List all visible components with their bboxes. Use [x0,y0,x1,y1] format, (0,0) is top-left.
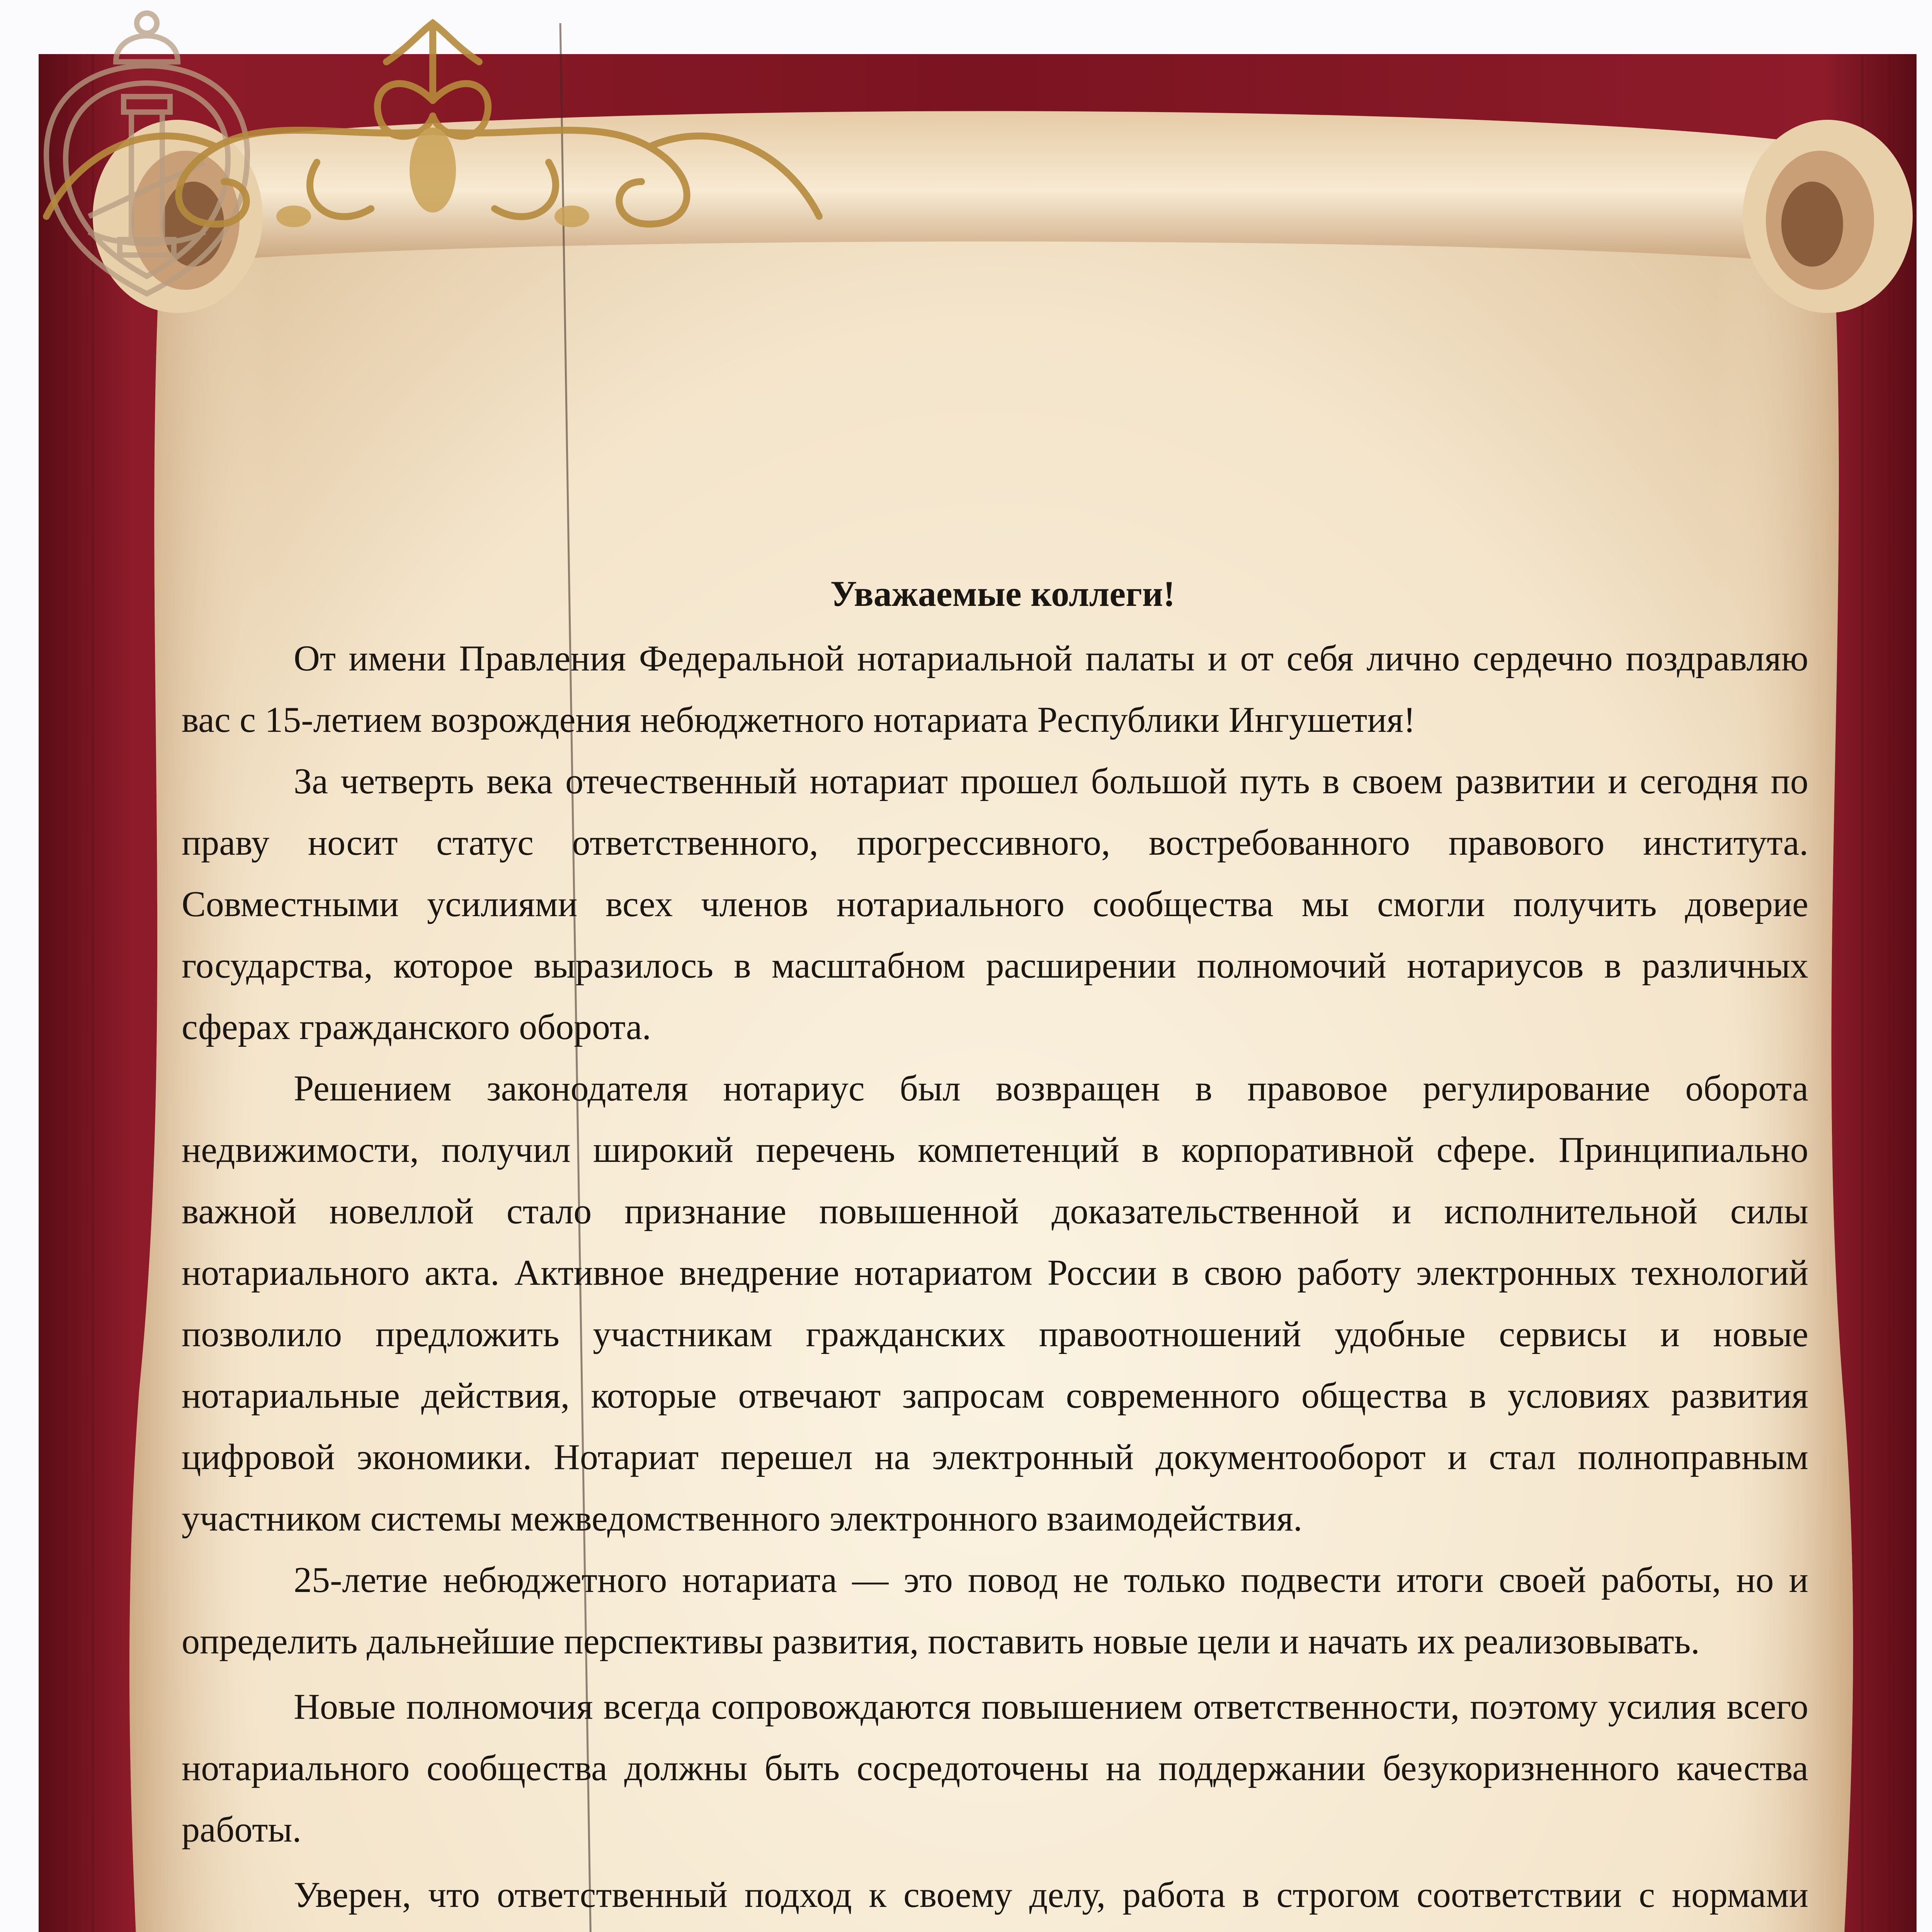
paragraph: Новые полномочия всегда сопровождаются повышением ответственности, поэтому усилия всего нотариального сообщества должны быть сосредоточены на поддержании безукоризненного качества работы. [182,1687,1808,1850]
gold-floral-ornament-icon [0,0,866,270]
paragraph: 25-летие небюджетного нотариата — это повод не только подвести итоги своей работы, но и определить дальнейшие перспективы развития, поставить новые цели и начать их реализовывать. [182,1560,1808,1662]
letter-heading: Уважаемые коллеги! [830,574,1175,614]
letter-body [182,560,1808,1932]
paragraph: За четверть века отечественный нотариат прошел большой путь в своем развитии и сегодня по праву носит статус ответственного, прогрессивного, востребованного правового института. Совместными усилиями всех членов нотариального сообщества мы смогли получить доверие государства, которое выразилось в масштабном расширении полномочий нотариусов в различных сферах гражданского оборота. [182,761,1808,1047]
paragraph: Решением законодателя нотариус был возвращен в правовое регулирование оборота недвижимости, получил широкий перечень компетенций в корпоративной сфере. Принципиально важной новеллой стало признание повышенной доказательственной и исполнительной силы нотариального акта. Активное внедрение нотариатом России в свою работу электронных технологий позволило предложить участникам гражданских правоотношений удобные сервисы и новые нотариальные действия, которые отвечают запросам современного общества в условиях развития цифровой экономики. Нотариат перешел на электронный документооборот и стал полноправным участником системы межведомственного электронного взаимодействия. [182,1068,1808,1539]
paragraph: От имени Правления Федеральной нотариальной палаты и от себя лично сердечно поздравляю вас с 15-летием возрождения небюджетного нотариата Республики Ингушетия! [182,638,1808,740]
paragraph: Уверен, что ответственный подход к своему делу, работа в строгом соответствии с нормами [294,1875,1808,1915]
